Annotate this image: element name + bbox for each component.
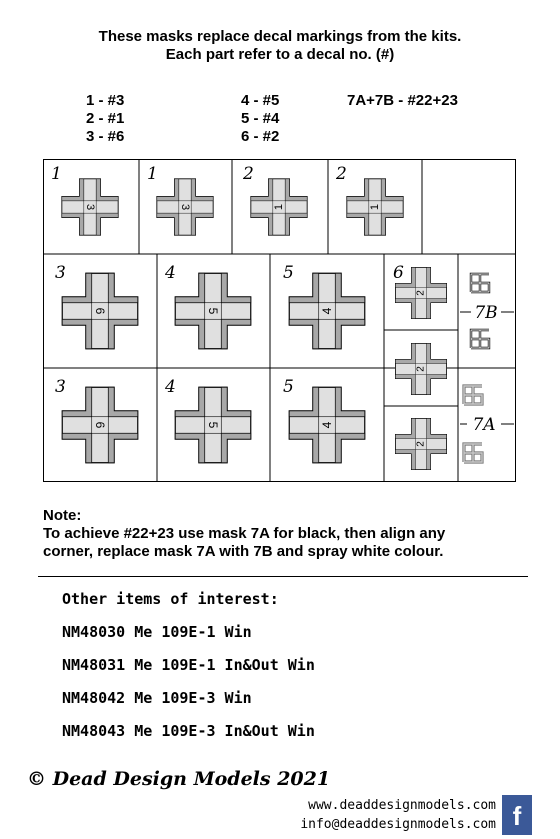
other-items-title: Other items of interest: xyxy=(62,590,279,608)
part-label-1b: 1 xyxy=(147,164,158,184)
header-line-1: These masks replace decal markings from the kits. xyxy=(98,28,462,45)
decal-number: 5 xyxy=(206,307,220,315)
mapping-5: 5 - #4 xyxy=(241,110,280,127)
mapping-7: 7A+7B - #22+23 xyxy=(347,92,458,109)
mapping-4: 4 - #5 xyxy=(241,92,280,109)
part-label-4a: 4 xyxy=(165,263,176,283)
decal-number: 6 xyxy=(93,421,107,429)
decal-number: 2 xyxy=(415,366,427,372)
decal-number: 2 xyxy=(415,290,427,296)
facebook-icon[interactable]: f xyxy=(502,795,532,835)
part-label-2b: 2 xyxy=(336,164,347,184)
decal-number: 2 xyxy=(415,441,427,447)
label-7b: 7B xyxy=(474,303,498,323)
decal-number: 4 xyxy=(320,307,334,315)
website-link[interactable]: www.deaddesignmodels.com xyxy=(308,798,496,813)
divider xyxy=(38,576,528,577)
mapping-6: 6 - #2 xyxy=(241,128,280,145)
part-label-6: 6 xyxy=(393,263,404,283)
decal-number: 3 xyxy=(84,203,96,211)
note-line-2: corner, replace mask 7A with 7B and spray white colour. xyxy=(43,543,444,560)
mapping-1: 1 - #3 xyxy=(86,92,125,109)
header-line-2: Each part refer to a decal no. (#) xyxy=(165,46,395,63)
part-label-2a: 2 xyxy=(243,164,254,184)
label-7a: 7A xyxy=(472,415,496,435)
mapping-3: 3 - #6 xyxy=(86,128,125,145)
part-label-3a: 3 xyxy=(55,263,66,283)
other-item-4: NM48043 Me 109E-3 In&Out Win xyxy=(62,722,315,740)
mapping-2: 2 - #1 xyxy=(86,110,125,127)
decal-number: 4 xyxy=(320,421,334,429)
part-label-1a: 1 xyxy=(51,164,62,184)
note-title: Note: xyxy=(43,507,82,524)
mask-sheet xyxy=(43,159,516,482)
other-item-1: NM48030 Me 109E-1 Win xyxy=(62,623,252,641)
part-label-4b: 4 xyxy=(165,377,176,397)
other-item-2: NM48031 Me 109E-1 In&Out Win xyxy=(62,656,315,674)
decal-number: 1 xyxy=(273,203,285,211)
decal-number: 5 xyxy=(206,421,220,429)
decal-number: 3 xyxy=(179,203,191,211)
email-link[interactable]: info@deaddesignmodels.com xyxy=(300,817,496,832)
part-label-3b: 3 xyxy=(55,377,66,397)
copyright: © Dead Design Models 2021 xyxy=(27,768,331,790)
part-label-5b: 5 xyxy=(283,377,294,397)
other-item-3: NM48042 Me 109E-3 Win xyxy=(62,689,252,707)
decal-number: 6 xyxy=(93,307,107,315)
note-line-1: To achieve #22+23 use mask 7A for black, then align any xyxy=(43,525,446,542)
decal-number: 1 xyxy=(369,203,381,211)
part-label-5a: 5 xyxy=(283,263,294,283)
